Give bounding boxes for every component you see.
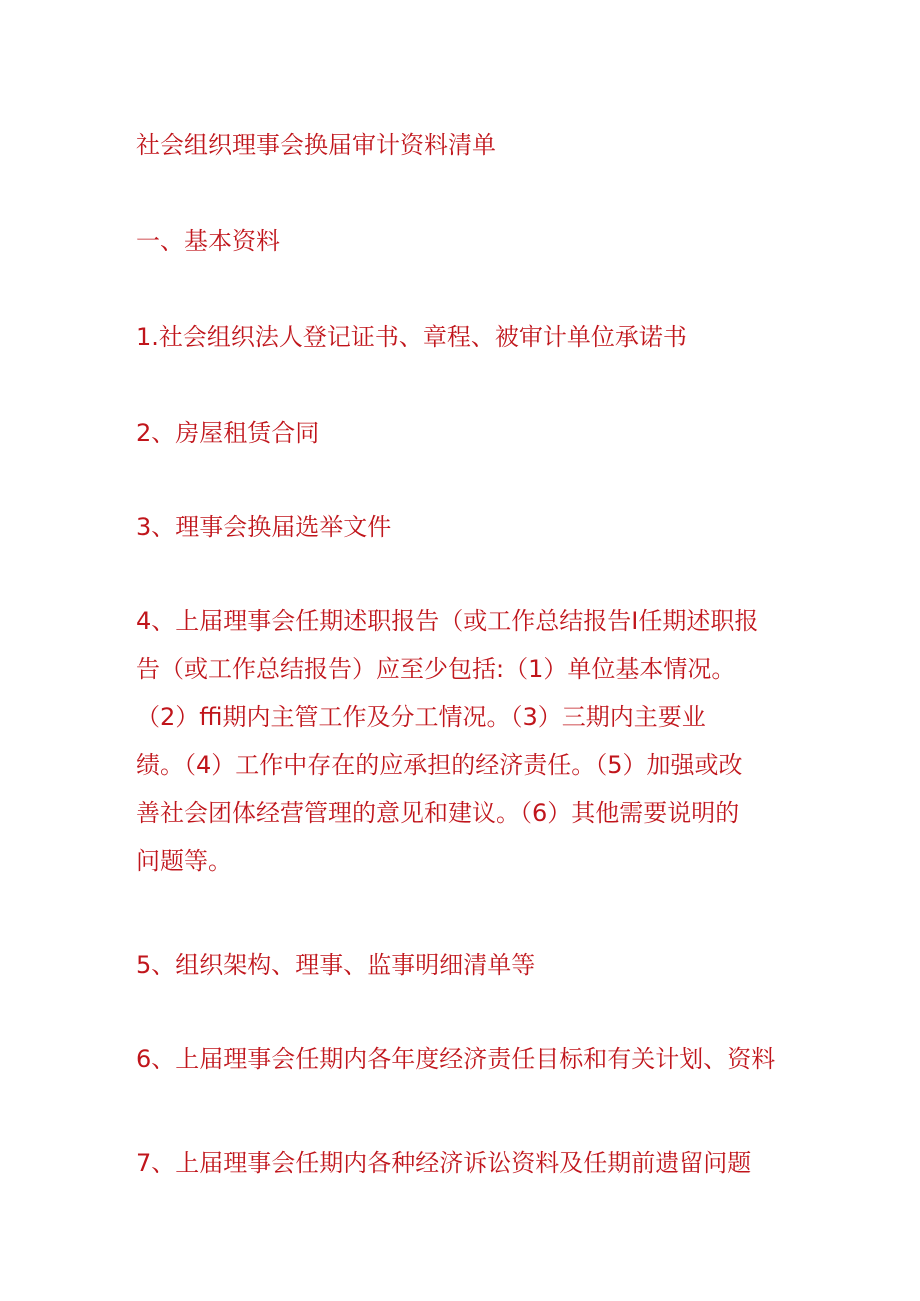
list-item-3: 3、理事会换届选举文件 (136, 513, 392, 541)
list-item-4-line-5: 善社会团体经营管理的意见和建议。（6）其他需要说明的 (136, 799, 740, 827)
list-item-4 (136, 597, 796, 885)
list-item-6: 6、上届理事会任期内各年度经济责任目标和有关计划、资料 (136, 1045, 776, 1073)
list-item-5: 5、组织架构、理事、监事明细清单等 (136, 951, 536, 979)
document-title: 社会组织理事会换届审计资料清单 (136, 131, 496, 159)
list-item-4-line-1: 4、上届理事会任期述职报告（或工作总结报告I任期述职报 (136, 607, 759, 635)
list-item-7: 7、上届理事会任期内各种经济诉讼资料及任期前遗留问题 (136, 1149, 752, 1177)
list-item-4-line-3: （2）ffi期内主管工作及分工情况。（3）三期内主要业 (136, 703, 706, 731)
list-item-1: 1.社会组织法人登记证书、章程、被审计单位承诺书 (136, 323, 687, 351)
section-heading: 一、基本资料 (136, 227, 280, 255)
list-item-4-line-2: 告（或工作总结报告）应至少包括:（1）单位基本情况。 (136, 655, 736, 683)
list-item-2: 2、房屋租赁合同 (136, 419, 320, 447)
list-item-4-line-6: 问题等。 (136, 847, 232, 875)
list-item-4-line-4: 绩。（4）工作中存在的应承担的经济责任。（5）加强或改 (136, 751, 743, 779)
